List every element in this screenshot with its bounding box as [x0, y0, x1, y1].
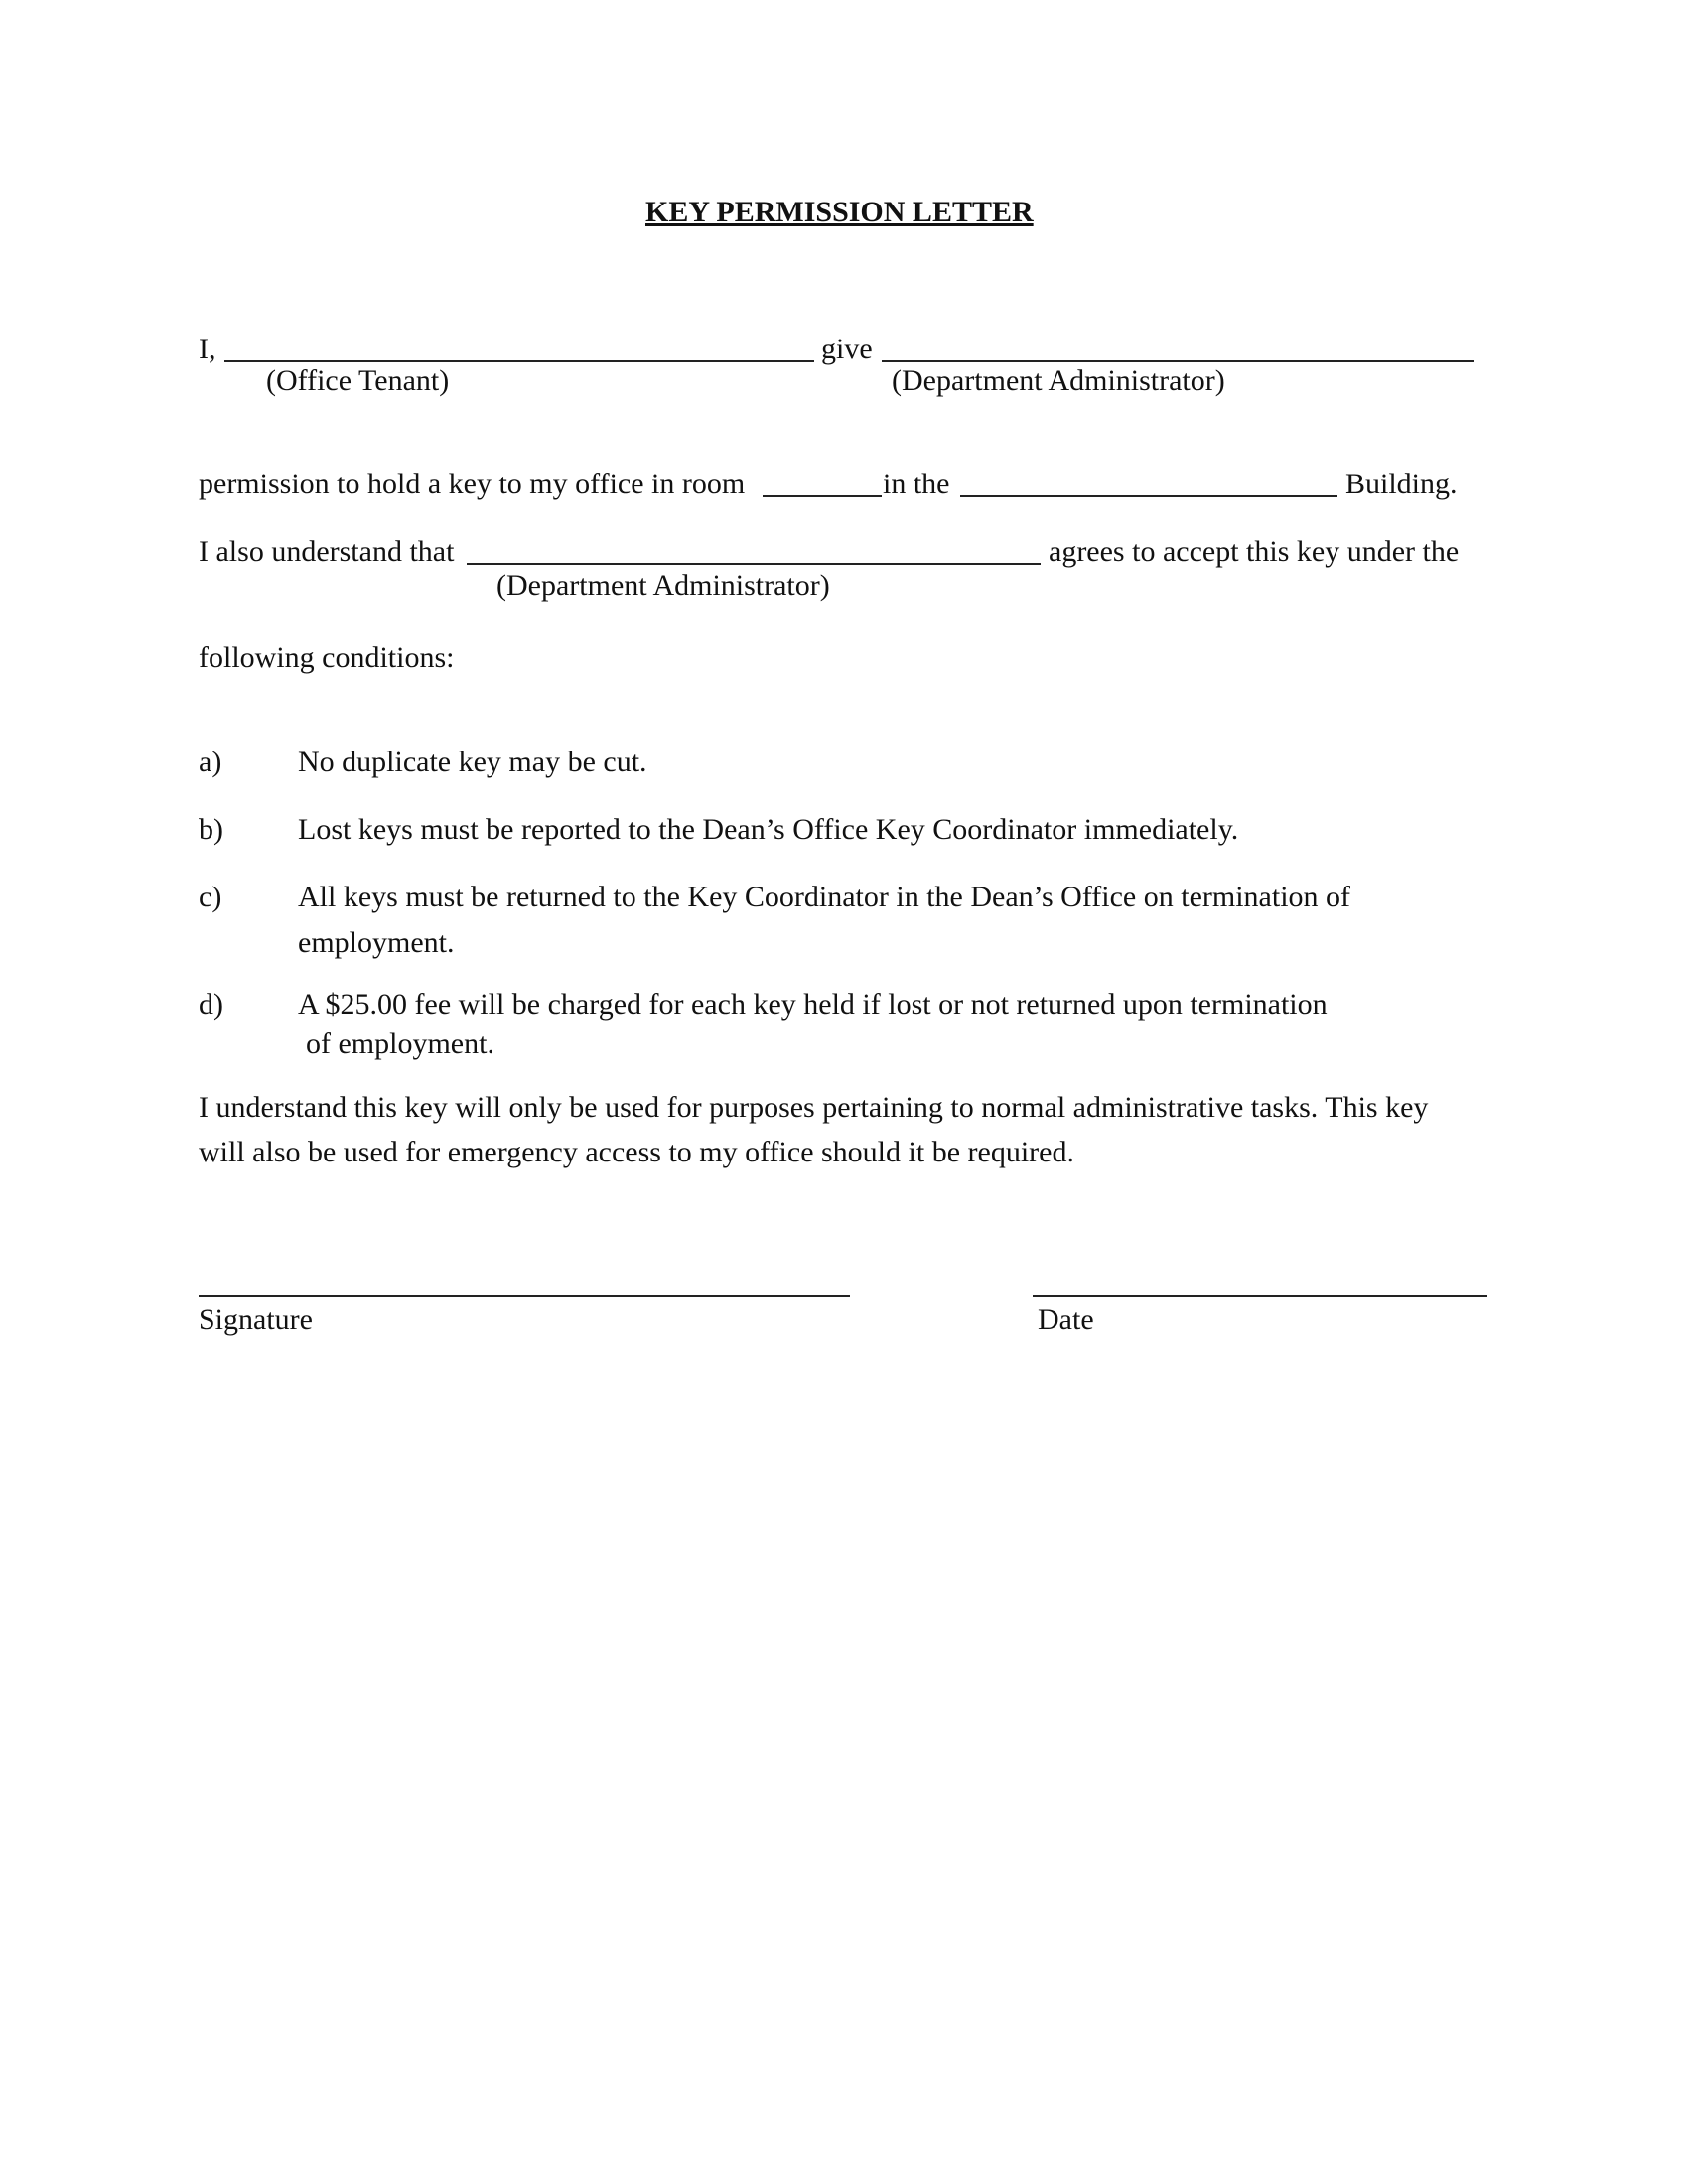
condition-text: employment. — [298, 926, 455, 959]
condition-text: All keys must be returned to the Key Coordinator in the Dean’s Office on termination of — [298, 881, 1351, 913]
date-label: Date — [1038, 1303, 1094, 1336]
condition-marker: c) — [199, 881, 222, 913]
department-administrator-field[interactable] — [882, 360, 1474, 362]
signature-label: Signature — [199, 1303, 313, 1336]
line2-text-c: Building. — [1345, 468, 1458, 500]
closing-line: will also be used for emergency access to my office should it be required. — [199, 1136, 1074, 1168]
closing-line: I understand this key will only be used for purposes pertaining to normal administrative tasks. This key — [199, 1091, 1429, 1124]
line2-text-a: permission to hold a key to my office in room — [199, 468, 746, 500]
condition-text: A $25.00 fee will be charged for each key held if lost or not returned upon termination — [298, 988, 1328, 1021]
document-title: KEY PERMISSION LETTER — [645, 196, 1034, 228]
office-tenant-caption: (Office Tenant) — [266, 364, 450, 397]
condition-text: of employment. — [306, 1027, 494, 1060]
line1-give: give — [821, 333, 873, 365]
room-number-field[interactable] — [763, 495, 882, 497]
line2-text-b: in the — [883, 468, 950, 500]
line3-text-a: I also understand that — [199, 535, 455, 568]
department-administrator-caption: (Department Administrator) — [892, 364, 1225, 397]
line1-start: I, — [199, 333, 216, 365]
signature-line[interactable] — [199, 1295, 850, 1297]
condition-text: No duplicate key may be cut. — [298, 746, 647, 778]
condition-marker: a) — [199, 746, 222, 778]
date-line[interactable] — [1033, 1295, 1487, 1297]
condition-text: Lost keys must be reported to the Dean’s Office Key Coordinator immediately. — [298, 813, 1239, 846]
condition-marker: d) — [199, 988, 223, 1021]
accepting-administrator-field[interactable] — [467, 563, 1041, 565]
building-name-field[interactable] — [960, 495, 1337, 497]
conditions-intro: following conditions: — [199, 641, 455, 674]
condition-marker: b) — [199, 813, 223, 846]
accepting-administrator-caption: (Department Administrator) — [496, 569, 830, 602]
line3-text-b: agrees to accept this key under the — [1049, 535, 1460, 568]
office-tenant-field[interactable] — [224, 360, 814, 362]
